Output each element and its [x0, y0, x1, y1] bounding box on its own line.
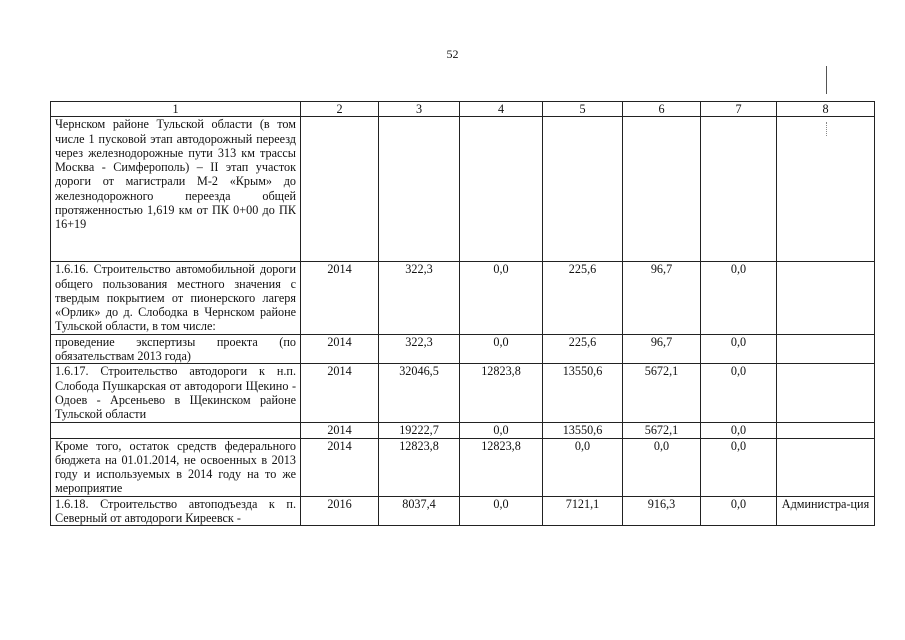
row-total: 19222,7	[379, 422, 460, 438]
header-row	[51, 102, 875, 117]
table-row	[51, 117, 875, 262]
column-header: 7	[701, 102, 777, 117]
row-col5	[543, 117, 623, 262]
table-row	[51, 496, 875, 526]
table-row	[51, 422, 875, 438]
row-year: 2014	[301, 364, 379, 422]
budget-table	[50, 101, 875, 526]
column-header: 6	[623, 102, 701, 117]
row-total: 32046,5	[379, 364, 460, 422]
row-total	[379, 117, 460, 262]
row-col4: 12823,8	[460, 364, 543, 422]
row-col7: 0,0	[701, 364, 777, 422]
row-col4: 0,0	[460, 496, 543, 526]
row-description: 1.6.17. Строительство автодороги к н.п. Слобода Пушкарская от автодороги Щекино - Одоев - Арсеньево в Щекинском районе Тульской области	[51, 364, 301, 422]
row-col6: 5672,1	[623, 364, 701, 422]
page-number: 52	[446, 47, 459, 61]
row-col6: 96,7	[623, 262, 701, 334]
row-description: 1.6.16. Строительство автомобильной дороги общего пользования местного значения с твердым покрытием от пионерского лагеря «Орлик» до д. Слободка в Чернском районе Тульской области, в том числе:	[51, 262, 301, 334]
row-description: Чернском районе Тульской области (в том числе 1 пусковой этап автодорожный переезд через железнодорожные пути 313 км трассы Москва - Симферополь) – II этап участок дороги от магистрали М-2 «Крым» до железнодорожного переезда общей протяженностью 1,619 км от ПК 0+00 до ПК 16+19	[51, 117, 301, 262]
table-row	[51, 262, 875, 334]
row-description: Кроме того, остаток средств федерального бюджета на 01.01.2014, не освоенных в 2013 году и используемых в 2014 году на то же мероприятие	[51, 438, 301, 496]
row-executor	[777, 438, 875, 496]
row-executor	[777, 117, 875, 262]
margin-mark	[826, 66, 827, 94]
row-total: 8037,4	[379, 496, 460, 526]
row-col7	[701, 117, 777, 262]
column-header: 1	[51, 102, 301, 117]
column-header: 8	[777, 102, 875, 117]
column-header: 3	[379, 102, 460, 117]
row-col4: 0,0	[460, 422, 543, 438]
row-executor	[777, 262, 875, 334]
table-row	[51, 334, 875, 364]
row-col6: 0,0	[623, 438, 701, 496]
row-col4	[460, 117, 543, 262]
row-col7: 0,0	[701, 262, 777, 334]
row-description	[51, 422, 301, 438]
row-year: 2014	[301, 438, 379, 496]
column-header: 4	[460, 102, 543, 117]
row-col6: 96,7	[623, 334, 701, 364]
row-col4: 0,0	[460, 334, 543, 364]
row-year	[301, 117, 379, 262]
row-year: 2016	[301, 496, 379, 526]
row-col7: 0,0	[701, 438, 777, 496]
row-col4: 0,0	[460, 262, 543, 334]
row-col6	[623, 117, 701, 262]
row-col5: 7121,1	[543, 496, 623, 526]
row-year: 2014	[301, 422, 379, 438]
row-executor	[777, 364, 875, 422]
row-col7: 0,0	[701, 422, 777, 438]
row-executor: Администра-ция	[777, 496, 875, 526]
row-col5: 225,6	[543, 262, 623, 334]
row-col5: 0,0	[543, 438, 623, 496]
row-description: 1.6.18. Строительство автоподъезда к п. Северный от автодороги Киреевск -	[51, 496, 301, 526]
row-executor	[777, 334, 875, 364]
row-total: 322,3	[379, 334, 460, 364]
column-header: 2	[301, 102, 379, 117]
row-total: 322,3	[379, 262, 460, 334]
row-total: 12823,8	[379, 438, 460, 496]
column-header: 5	[543, 102, 623, 117]
row-col7: 0,0	[701, 334, 777, 364]
row-col4: 12823,8	[460, 438, 543, 496]
row-col5: 13550,6	[543, 422, 623, 438]
row-year: 2014	[301, 334, 379, 364]
row-col5: 225,6	[543, 334, 623, 364]
row-description: проведение экспертизы проекта (по обязательствам 2013 года)	[51, 334, 301, 364]
table-row	[51, 438, 875, 496]
row-col7: 0,0	[701, 496, 777, 526]
row-col6: 916,3	[623, 496, 701, 526]
table-row	[51, 364, 875, 422]
row-col6: 5672,1	[623, 422, 701, 438]
row-executor	[777, 422, 875, 438]
row-col5: 13550,6	[543, 364, 623, 422]
row-year: 2014	[301, 262, 379, 334]
